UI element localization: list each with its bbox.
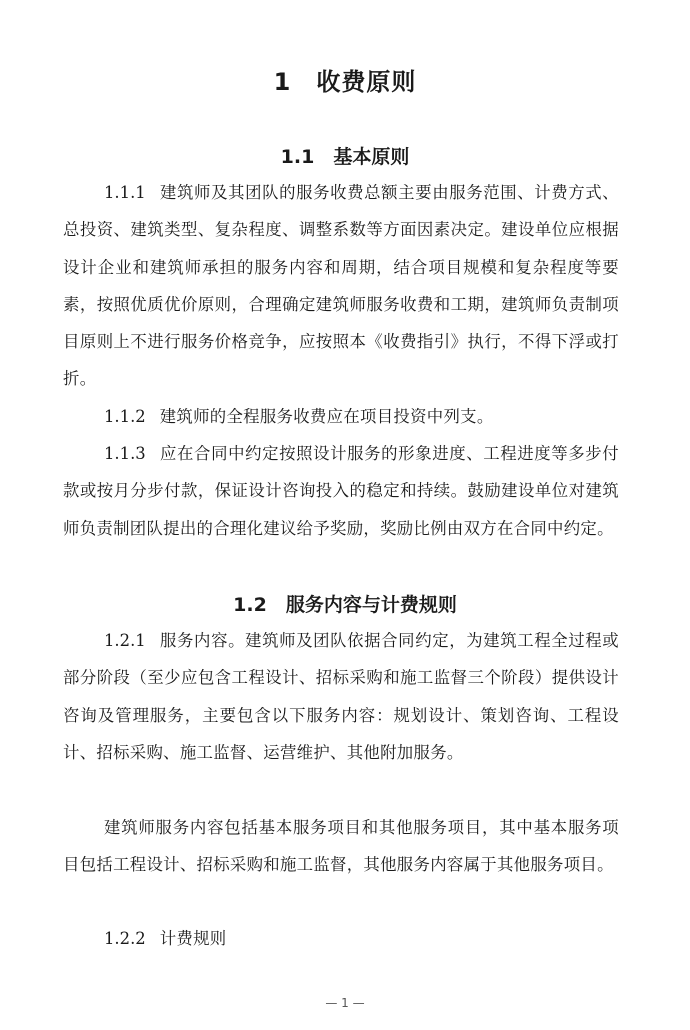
paragraph-number: 1.2.1 bbox=[104, 631, 146, 650]
paragraph-text: 服务内容。建筑师及团队依据合同约定，为建筑工程全过程或部分阶段（至少应包含工程设计、招标采购和施工监督三个阶段）提供设计咨询及管理服务，主要包含以下服务内容：规划设计、策划咨询、工程设计、招标采购、施工监督、运营维护、其他附加服务。 bbox=[63, 631, 619, 762]
section-title-basic-principles: 1.1 基本原则 bbox=[280, 146, 410, 168]
chapter-title: 1 收费原则 bbox=[273, 68, 417, 96]
paragraph-text: 计费规则 bbox=[159, 929, 227, 948]
paragraph-number: 1.1.3 bbox=[104, 444, 146, 463]
paragraph-text: 应在合同中约定按照设计服务的形象进度、工程进度等多步付款或按月分步付款，保证设计咨询投入的稳定和持续。鼓励建设单位对建筑师负责制团队提出的合理化建议给予奖励，奖励比例由双方在合同中约定。 bbox=[63, 444, 619, 538]
page-number: — 1 — bbox=[325, 996, 365, 1010]
paragraph-number: 1.1.1 bbox=[104, 183, 146, 202]
section-title-service-content: 1.2 服务内容与计费规则 bbox=[233, 594, 457, 616]
paragraph-1-1-1 bbox=[63, 174, 619, 398]
paragraph-text: 建筑师服务内容包括基本服务项目和其他服务项目，其中基本服务项目包括工程设计、招标采购和施工监督，其他服务内容属于其他服务项目。 bbox=[63, 818, 619, 875]
paragraph-1-2-1 bbox=[63, 622, 619, 771]
paragraph-1-2-2 bbox=[63, 920, 619, 957]
paragraph-number: 1.1.2 bbox=[104, 407, 146, 426]
paragraph-service-items bbox=[63, 809, 619, 884]
paragraph-1-1-3 bbox=[63, 435, 619, 547]
paragraph-text: 建筑师及其团队的服务收费总额主要由服务范围、计费方式、总投资、建筑类型、复杂程度、调整系数等方面因素决定。建设单位应根据设计企业和建筑师承担的服务内容和周期，结合项目规模和复杂程度等要素，按照优质优价原则，合理确定建筑师服务收费和工期，建筑师负责制项目原则上不进行服务价格竞争，应按照本《收费指引》执行，不得下浮或打折。 bbox=[63, 183, 619, 389]
paragraph-1-1-2 bbox=[63, 398, 619, 435]
paragraph-text: 建筑师的全程服务收费应在项目投资中列支。 bbox=[159, 407, 494, 426]
paragraph-number: 1.2.2 bbox=[104, 929, 146, 948]
